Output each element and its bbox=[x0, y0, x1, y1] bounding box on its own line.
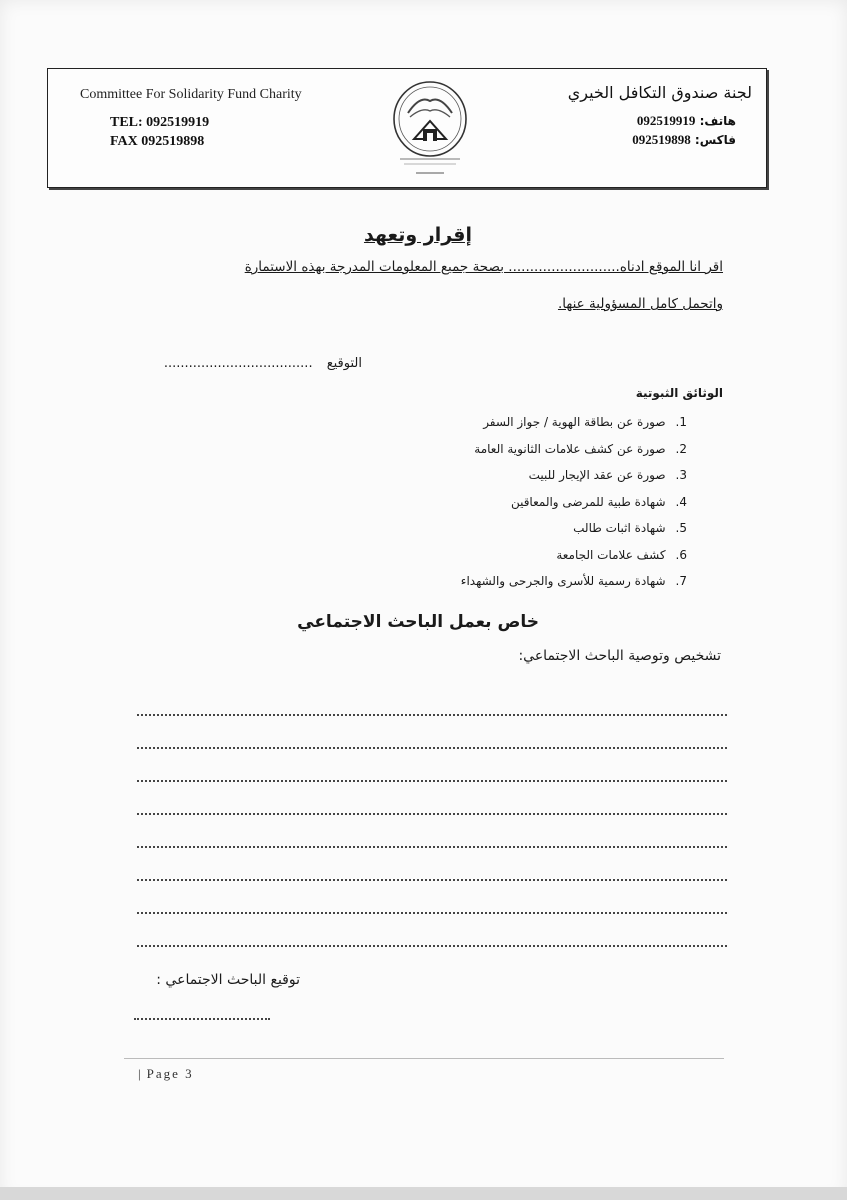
dotted-line[interactable] bbox=[137, 914, 727, 947]
dotted-line[interactable] bbox=[137, 848, 727, 881]
dotted-line[interactable] bbox=[137, 749, 727, 782]
diagnosis-label: تشخيص وتوصية الباحث الاجتماعي: bbox=[518, 648, 721, 664]
charity-emblem-icon bbox=[380, 77, 480, 181]
phone-value: 092519919 bbox=[636, 113, 696, 128]
fax-en: FAX 092519898 bbox=[110, 134, 205, 149]
page-label: Page 3 bbox=[146, 1066, 194, 1081]
dotted-line[interactable] bbox=[137, 782, 727, 815]
list-item: 6.كشف علامات الجامعة bbox=[556, 547, 687, 562]
list-item: 3.صورة عن عقد الإيجار للبيت bbox=[528, 468, 687, 482]
researcher-section-title: خاص بعمل الباحث الاجتماعي bbox=[297, 612, 539, 632]
dotted-line[interactable] bbox=[137, 683, 727, 716]
signature-dots: .................................... bbox=[163, 356, 313, 371]
list-item: 1.صورة عن بطاقة الهوية / جواز السفر bbox=[483, 415, 687, 429]
list-item: 7.شهادة رسمية للأسرى والجرحى والشهداء bbox=[460, 574, 687, 588]
list-item: 2.صورة عن كشف علامات الثانوية العامة bbox=[474, 441, 687, 456]
researcher-signature-label: توقيع الباحث الاجتماعي : bbox=[156, 972, 300, 988]
researcher-signature-line[interactable] bbox=[134, 1004, 270, 1020]
list-item: 4.شهادة طبية للمرضى والمعاقين bbox=[510, 494, 687, 509]
org-name-ar: لجنة صندوق التكافل الخيري bbox=[567, 83, 752, 102]
declaration-line-1: اقر انا الموقع ادناه.......................... بصحة جميع المعلومات المدرجة بهذه الاستمارة bbox=[244, 259, 723, 275]
dotted-line[interactable] bbox=[137, 716, 727, 749]
dotted-line[interactable] bbox=[137, 815, 727, 848]
footer-divider bbox=[124, 1058, 724, 1059]
org-name-en: Committee For Solidarity Fund Charity bbox=[80, 87, 302, 102]
page-number bbox=[138, 1066, 194, 1082]
letterhead bbox=[47, 68, 767, 188]
scan-bottom-strip bbox=[0, 1187, 847, 1200]
fax-ar bbox=[632, 132, 736, 148]
fax-label-ar: فاكس: bbox=[694, 133, 736, 147]
footer-bar: | bbox=[138, 1066, 143, 1081]
documents-list bbox=[461, 412, 687, 598]
dotted-line[interactable] bbox=[137, 881, 727, 914]
tel-en: TEL: 092519919 bbox=[110, 115, 210, 130]
declaration-line-2: واتحمل كامل المسؤولية عنها. bbox=[557, 296, 723, 312]
documents-heading: الوثائق الثبوتية bbox=[635, 386, 723, 400]
signature-row bbox=[164, 356, 362, 371]
phone-ar bbox=[637, 113, 736, 129]
declaration-title: إقرار وتعهد bbox=[363, 224, 472, 246]
phone-label-ar: هاتف: bbox=[699, 114, 736, 128]
signature-label: التوقيع bbox=[326, 356, 362, 371]
list-item: 5.شهادة اثبات طالب bbox=[573, 521, 687, 535]
diagnosis-lines[interactable] bbox=[137, 683, 727, 947]
fax-value: 092519898 bbox=[632, 132, 691, 147]
